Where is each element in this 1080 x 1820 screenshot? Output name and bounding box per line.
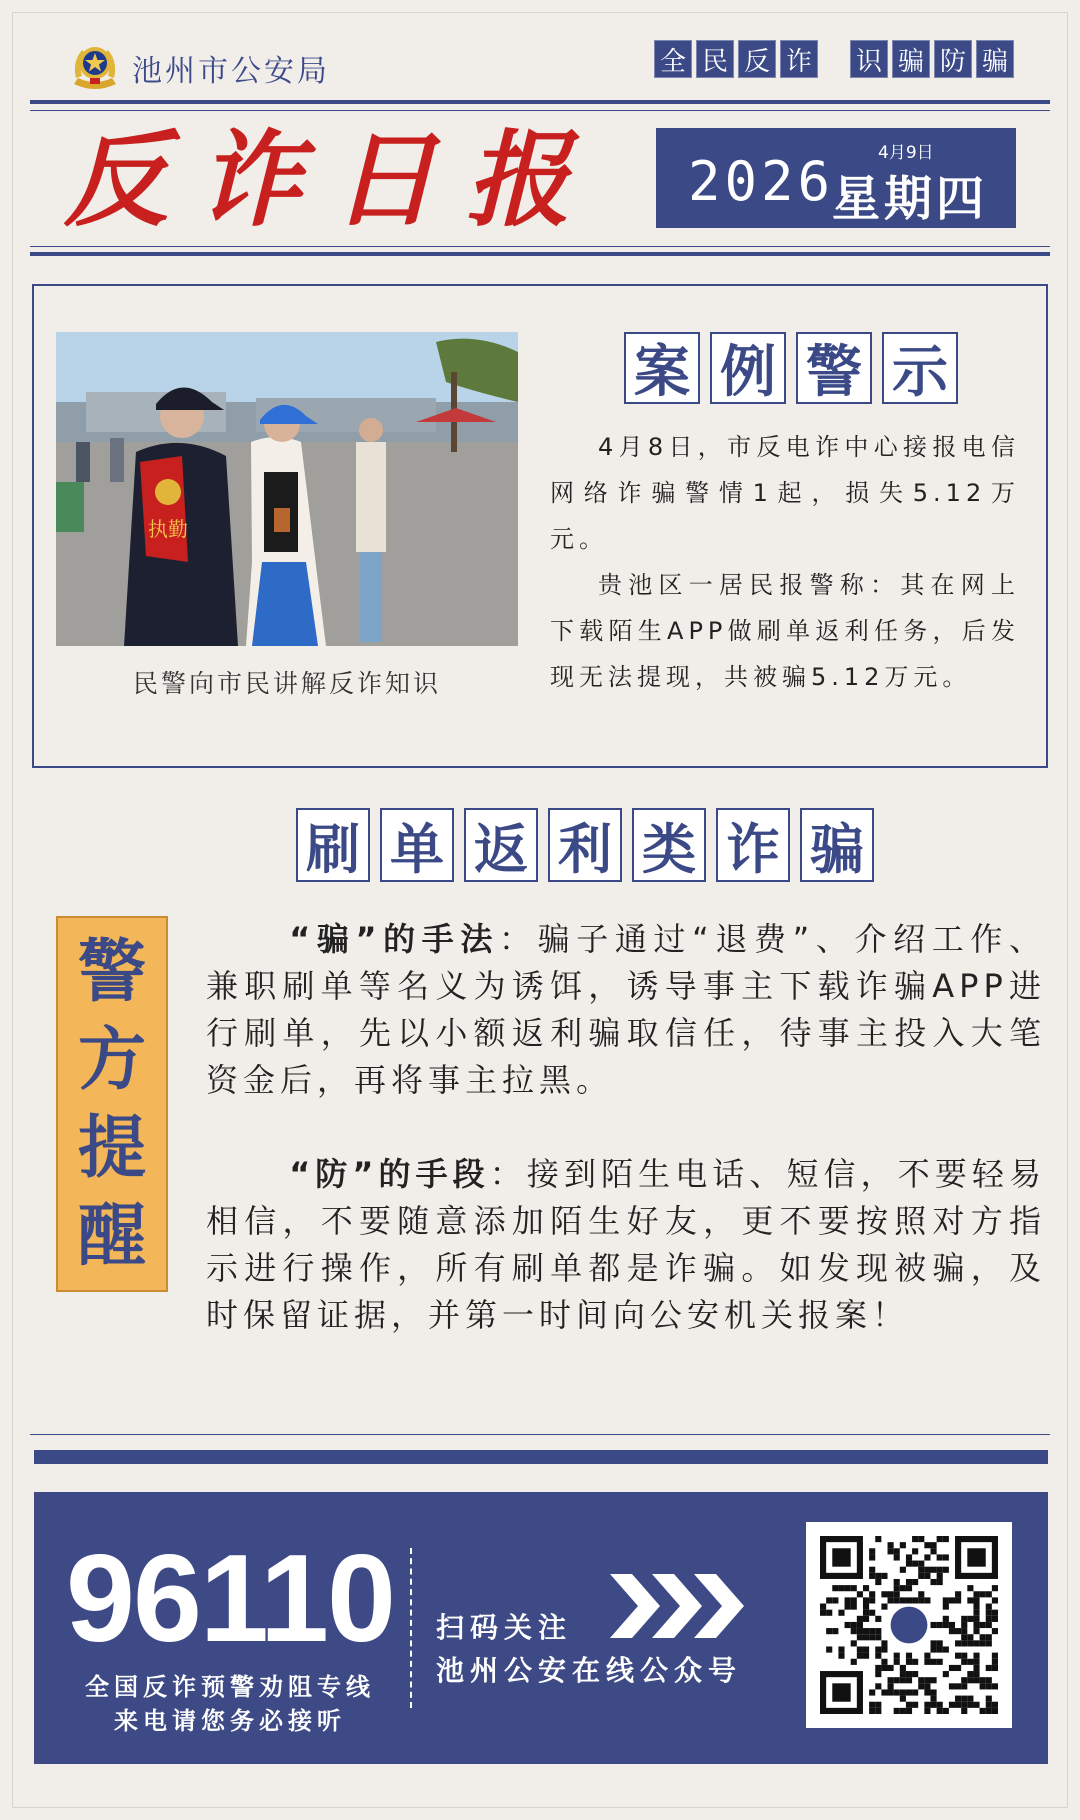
agency-name: 池州市公安局 (132, 54, 330, 89)
case-text (550, 424, 1020, 700)
tip-prevention (206, 1151, 1046, 1339)
date-year: 2026 (688, 150, 835, 213)
footer-divider (410, 1548, 412, 1708)
scan-line: 扫码关注 (436, 1611, 573, 1644)
fraud-title-char: 刷 (296, 808, 370, 882)
tip-text: ：骗子通过“退费”、介绍工作、兼职刷单等名义为诱饵，诱导事主下载诈骗APP进行刷单，先以小额返利骗取信任，待事主投入大笔资金后，再将事主拉黑。 (206, 920, 1046, 1099)
slogan-char: 骗 (976, 40, 1014, 78)
hotline-desc-line: 全国反诈预警劝阻专线 (85, 1673, 375, 1701)
tip-label: “骗”的手法 (289, 920, 500, 958)
police-note-char: 醒 (77, 1196, 146, 1276)
qr-code[interactable] (806, 1522, 1012, 1728)
case-title-char: 示 (882, 332, 958, 404)
qr-code-image (820, 1536, 998, 1714)
police-note-char: 提 (77, 1108, 146, 1188)
scan-line: 池州公安在线公众号 (436, 1654, 743, 1687)
police-reminder-tag (56, 916, 168, 1292)
tip-label: “防”的手段 (289, 1155, 490, 1193)
masthead-title: 反诈日报 (64, 118, 601, 241)
tip-text: ：接到陌生电话、短信，不要轻易相信，不要随意添加陌生好友，更不要按照对方指示进行操作，所有刷单都是诈骗。如发现被骗，及时保留证据，并第一时间向公安机关报案！ (206, 1155, 1046, 1334)
masthead-rule (30, 252, 1050, 256)
masthead-rule-thin (30, 246, 1050, 247)
date-box (656, 128, 1016, 228)
slogan-anti-fraud (654, 40, 818, 78)
header-rule (30, 100, 1050, 104)
fraud-title-char: 骗 (800, 808, 874, 882)
case-title-char: 警 (796, 332, 872, 404)
date-weekday: 星期四 (832, 171, 989, 227)
police-note-char: 方 (77, 1020, 146, 1100)
date-month-day: 4月9日 (878, 143, 934, 163)
tip-scam-method (206, 916, 1046, 1104)
fraud-title-char: 返 (464, 808, 538, 882)
slogan-spot-scam (850, 40, 1014, 78)
police-badge-icon (68, 38, 122, 92)
footer-rule (34, 1450, 1048, 1464)
fraud-title-char: 利 (548, 808, 622, 882)
slogan-char: 防 (934, 40, 972, 78)
slogan-char: 骗 (892, 40, 930, 78)
police-note-char: 警 (77, 932, 146, 1012)
hotline-desc-line: 来电请您务必接听 (114, 1707, 346, 1735)
case-title (624, 332, 958, 404)
slogans (654, 40, 1014, 78)
case-paragraph: 贵池区一居民报警称：其在网上下载陌生APP做刷单返利任务，后发现无法提现，共被骗5.12万元。 (550, 571, 1020, 691)
fraud-title-char: 诈 (716, 808, 790, 882)
fraud-type-title (296, 808, 874, 882)
header-rule-thin (30, 110, 1050, 111)
hotline-description (60, 1670, 400, 1738)
news-photo (56, 332, 518, 646)
slogan-char: 识 (850, 40, 888, 78)
fraud-title-char: 类 (632, 808, 706, 882)
slogan-char: 诈 (780, 40, 818, 78)
photo-caption: 民警向市民讲解反诈知识 (132, 669, 441, 698)
hotline-number: 96110 (66, 1530, 394, 1668)
case-title-char: 例 (710, 332, 786, 404)
scan-instructions (436, 1606, 742, 1692)
tips (206, 916, 1046, 1339)
footer-rule-thin (30, 1434, 1050, 1435)
slogan-char: 全 (654, 40, 692, 78)
case-title-char: 案 (624, 332, 700, 404)
fraud-title-char: 单 (380, 808, 454, 882)
photo-armband-text: 执勤 (148, 517, 188, 541)
slogan-char: 反 (738, 40, 776, 78)
case-paragraph: 4月8日，市反电诈中心接报电信网络诈骗警情1起，损失5.12万元。 (550, 433, 1020, 553)
slogan-char: 民 (696, 40, 734, 78)
